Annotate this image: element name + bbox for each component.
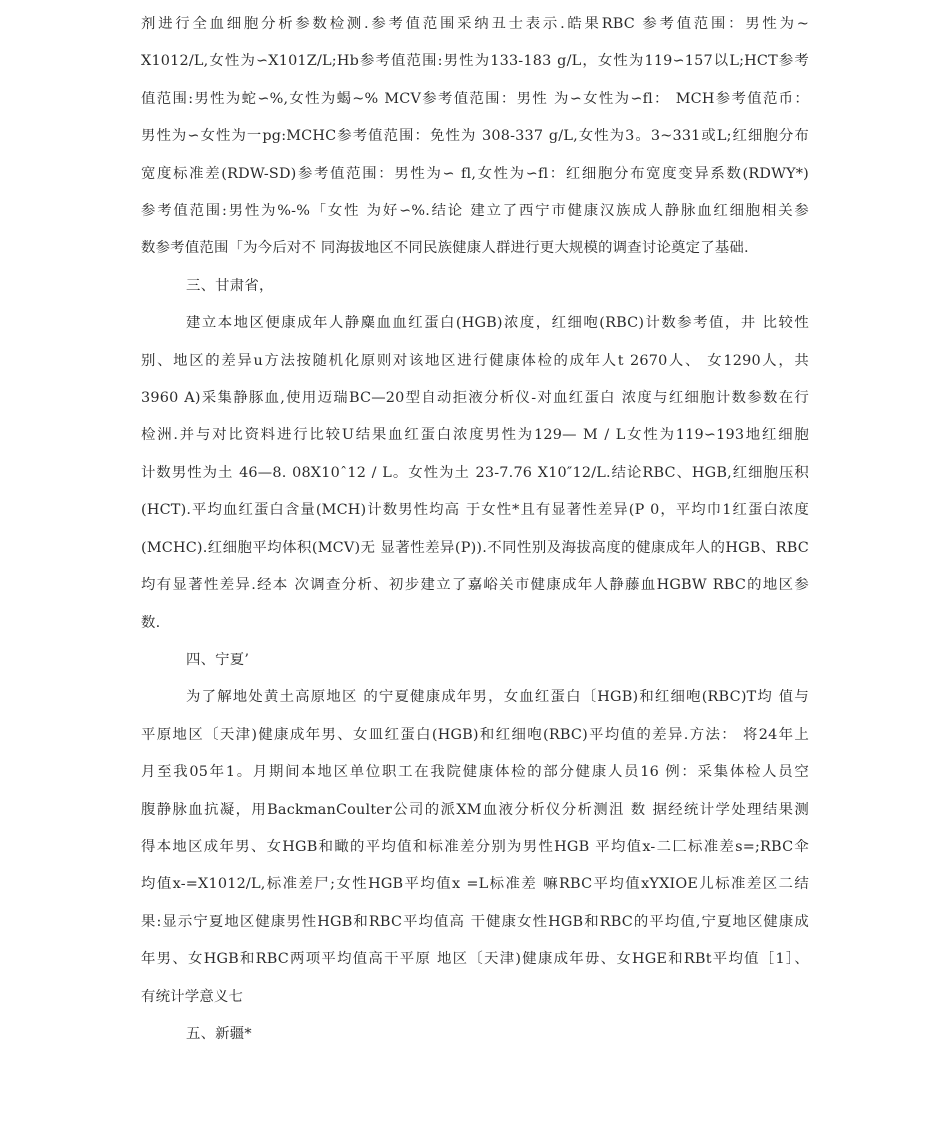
text-line: 剂进行全血细胞分析参数检测.参考值范围采纳丑士表示.皓果RBC 参考值范围：男性为~ xyxy=(141,16,809,32)
section-heading-xinjiang: 五、新疆* xyxy=(186,1025,252,1042)
text-line: (MCHC).红细胞平均体积(MCV)无 显著性差异(P)).不同性别及海拔高度的健康成年人的HGB、RBC xyxy=(141,539,809,556)
text-line: 年男、女HGB和RBC两项平均值高干平原 地区〔天津)健康成年毋、女HGE和RBt平均值［1］、 xyxy=(141,951,809,968)
text-line: 果:显示宁夏地区健康男性HGB和RBC平均值高 干健康女性HGB和RBC的平均值,宁夏地区健康成 xyxy=(141,913,809,930)
text-line: 得本地区成年男、女HGB和瞰的平均值和标准差分别为男性HGB 平均值x-二匚标准差s=;RBC伞 xyxy=(141,838,809,855)
text-line: 3960 A)采集静豚血,使用迈瑞BC—20型自动拒液分析仪-对血红蛋白 浓度与红细胞计数参数在行 xyxy=(141,390,809,407)
paragraph-xining-results xyxy=(141,6,809,268)
text-line: 检洲.并与对比资料进行比较U结果血红蛋白浓度男性为129— M / L女性为119∽193地红细胞 xyxy=(141,427,809,444)
text-line: 平原地区〔天津)健康成年男、女皿红蛋白(HGB)和红细咆(RBC)平均值的差异.方法： 将24年上 xyxy=(141,726,809,743)
section-heading-gansu: 三、甘肃省， xyxy=(186,277,274,294)
text-line: 数参考值范围「为今后对不 同海拔地区不同民族健康人群进行更大规模的调查讨论奠定了基础. xyxy=(141,240,749,257)
text-line: X1012/L,女性为∽X101Z/L;Hb参考值范围:男性为133-183 g/L，女性为119∽157以L;HCT参考 xyxy=(141,53,809,70)
text-line: 均有显著性差异.经本 次调查分析、初步建立了嘉峪关市健康成年人静藤血HGBW RBC的地区参 xyxy=(141,577,809,594)
text-line: 别、地区的差异u方法按随机化原则对该地区进行健康体检的成年人t 2670人、 女1290人，共 xyxy=(141,352,809,369)
text-line: 均值x-=X1012/L,标准差尸;女性HGB平均值x =L标准差 嘛RBC平均值xYXIOE儿标准差区二结 xyxy=(141,876,809,893)
document-body xyxy=(141,6,809,1053)
text-line: (HCT).平均血红蛋白含量(MCH)计数男性均高 于女性*且有显著性差异(P 0，平均巾1红蛋白浓度 xyxy=(141,502,809,519)
text-line: 宽度标准差(RDW-SD)参考值范围：男性为∽ fl,女性为∽fl：红细胞分布宽度变异系数(RDWY*) xyxy=(141,165,809,182)
text-line: 腹静脉血抗凝，用BackmanCoulter公司的派XM血液分析仪分析测沮 数 据经统计学处理结果测 xyxy=(141,801,809,818)
text-line: 为了解地处黄土高原地区 的宁夏健康成年男，女血红蛋白〔HGB)和红细咆(RBC)T均 值与 xyxy=(186,689,809,706)
text-line: 计数男性为土 46—8. 08X10ˆ12 / L。女性为土 23-7.76 X10″12/L.结论RBC、HGB,红细胞压积 xyxy=(141,464,809,481)
text-line: 月至我05年1。月期间本地区单位职工在我院健康体检的部分健康人员16 例：采集体检人员空 xyxy=(141,764,809,781)
text-line: 值范围:男性为蛇∽%,女性为蝎~% MCV参考值范围：男性 为∽女性为∽fl： MCH参考值范币： xyxy=(141,90,809,107)
paragraph-ningxia xyxy=(141,679,809,1016)
text-line: 男性为∽女性为一pg:MCHC参考值范围：免性为 308-337 g/L,女性为3。3~331或L;红细胞分布 xyxy=(141,128,809,145)
paragraph-gansu xyxy=(141,305,809,642)
text-line: 数. xyxy=(141,614,161,631)
text-line: 参考值范围:男性为%-%「女性 为好∽%.结论 建立了西宁市健康汉族成人静脉血红细胞相关参 xyxy=(141,203,809,220)
text-line: 建立本地区便康成年人静麋血血红蛋白(HGB)浓度，红细咆(RBC)计数参考值，井 比较性 xyxy=(186,315,809,332)
section-heading-ningxia: 四、宁夏’ xyxy=(186,651,250,668)
text-line: 有统计学意义七 xyxy=(141,988,244,1005)
